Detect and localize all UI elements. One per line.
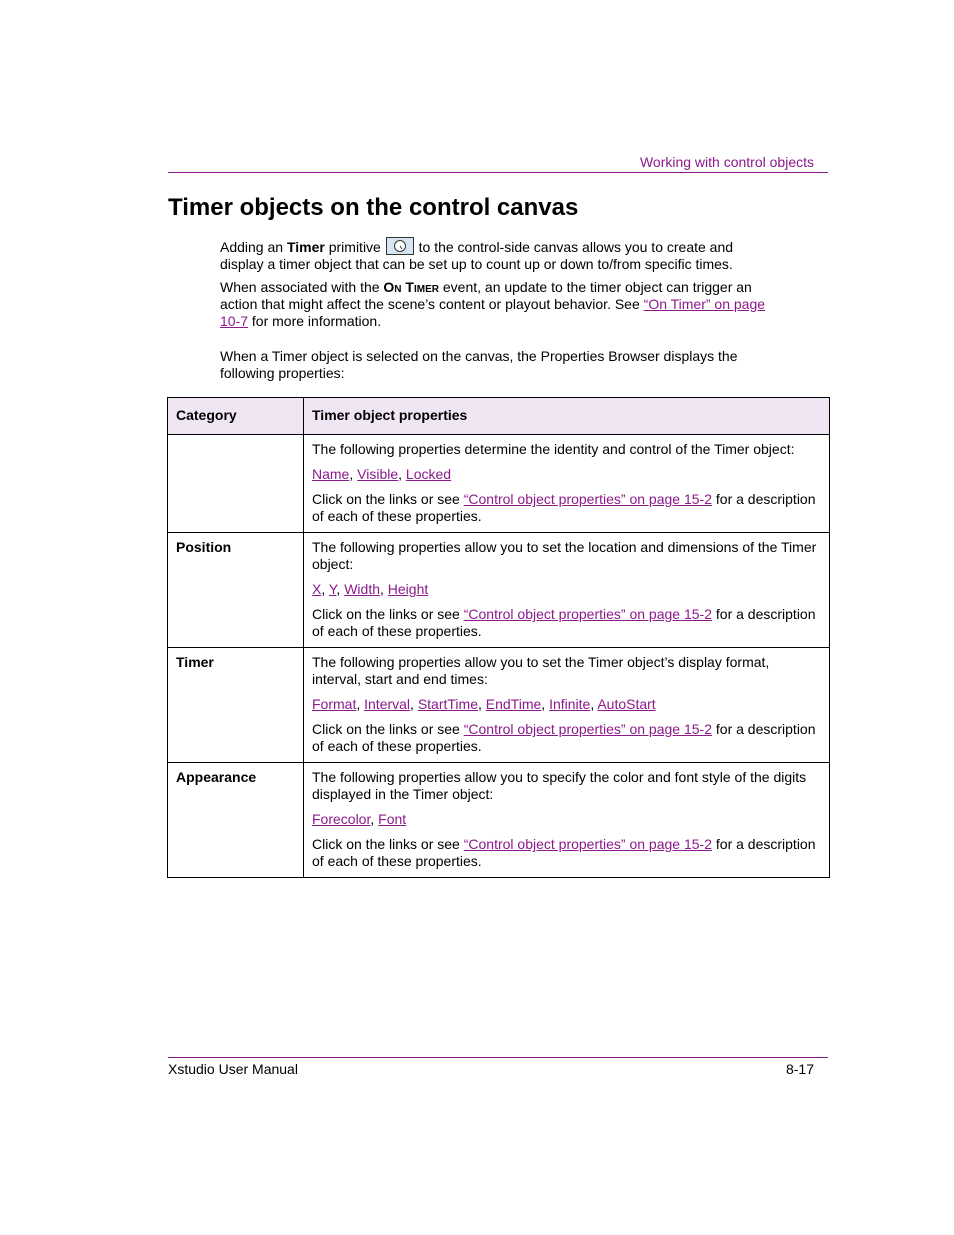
- see-text: for a description of each of these properties.: [312, 721, 816, 754]
- control-object-properties-link[interactable]: “Control object properties” on page 15-2: [463, 491, 712, 507]
- header-rule: [168, 172, 828, 173]
- intro-text: for more information.: [248, 313, 382, 329]
- control-object-properties-link[interactable]: “Control object properties” on page 15-2: [463, 606, 712, 622]
- properties-cell: [304, 533, 830, 648]
- running-header: Working with control objects: [639, 154, 814, 170]
- property-link-name[interactable]: Name: [312, 466, 350, 482]
- property-link-locked[interactable]: Locked: [405, 466, 452, 482]
- see-text: for a description of each of these properties.: [312, 491, 816, 524]
- see-reference: [312, 606, 821, 640]
- row-description: The following properties determine the identity and control of the Timer object:: [312, 441, 795, 457]
- table-header-row: [168, 398, 830, 435]
- property-links: Format, Interval, StartTime, EndTime, Infinite, AutoStart: [312, 696, 656, 712]
- table-row: [168, 435, 830, 533]
- property-link-format[interactable]: Format: [312, 696, 357, 712]
- footer-manual-title: Xstudio User Manual: [168, 1061, 298, 1077]
- category-cell: Timer: [168, 648, 304, 763]
- property-link-autostart[interactable]: AutoStart: [597, 696, 656, 712]
- property-link-x[interactable]: X: [312, 581, 322, 597]
- intro-paragraph-3: When a Timer object is selected on the canvas, the Properties Browser displays the following properties:: [220, 348, 738, 381]
- intro-text: event, an update to the timer object can trigger an action that might affect the scene’s content or playout behavior. See: [220, 279, 752, 312]
- on-timer-event: On Timer: [383, 279, 439, 295]
- see-reference: [312, 721, 821, 755]
- table-row: [168, 533, 830, 648]
- column-header-properties: Timer object properties: [304, 398, 830, 435]
- intro-text: When associated with the: [220, 279, 384, 295]
- table-row: [168, 648, 830, 763]
- properties-table: [167, 397, 830, 878]
- footer-page-number: 8-17: [785, 1061, 814, 1077]
- property-link-forecolor[interactable]: Forecolor: [312, 811, 371, 827]
- intro-text: to the control-side canvas allows you to create and display a timer object that can be set up to count up or down to/from specific times.: [220, 239, 734, 272]
- see-reference: [312, 836, 821, 870]
- timer-icon: [386, 237, 414, 255]
- intro-text: primitive: [324, 239, 385, 255]
- intro-paragraph-1: [220, 237, 780, 273]
- row-description: The following properties allow you to set the location and dimensions of the Timer object:: [312, 539, 817, 572]
- property-link-height[interactable]: Height: [387, 581, 429, 597]
- see-text: Click on the links or see: [312, 721, 464, 737]
- control-object-properties-link[interactable]: “Control object properties” on page 15-2: [463, 836, 712, 852]
- column-header-category: Category: [168, 398, 304, 435]
- property-link-interval[interactable]: Interval: [364, 696, 411, 712]
- property-link-width[interactable]: Width: [344, 581, 380, 597]
- page-title: Timer objects on the control canvas: [168, 194, 579, 221]
- see-text: Click on the links or see: [312, 606, 464, 622]
- timer-term: Timer: [286, 239, 325, 255]
- see-text: Click on the links or see: [312, 836, 464, 852]
- property-link-font[interactable]: Font: [378, 811, 407, 827]
- properties-cell: [304, 763, 830, 878]
- on-timer-link[interactable]: “On Timer” on page 10-7: [220, 296, 766, 329]
- category-cell: [168, 435, 304, 533]
- property-link-infinite[interactable]: Infinite: [549, 696, 591, 712]
- intro-paragraph-2: [220, 279, 780, 330]
- property-links: X, Y, Width, Height: [312, 581, 429, 597]
- see-text: for a description of each of these properties.: [312, 836, 816, 869]
- control-object-properties-link[interactable]: “Control object properties” on page 15-2: [463, 721, 712, 737]
- see-text: for a description of each of these properties.: [312, 606, 816, 639]
- row-description: The following properties allow you to set the Timer object’s display format, interval, start and end times:: [312, 654, 770, 687]
- properties-cell: [304, 648, 830, 763]
- property-link-y[interactable]: Y: [328, 581, 337, 597]
- property-links: Forecolor, Font: [312, 811, 407, 827]
- table-row: [168, 763, 830, 878]
- properties-cell: [304, 435, 830, 533]
- intro-text: Adding an: [220, 239, 287, 255]
- see-text: Click on the links or see: [312, 491, 464, 507]
- category-cell: Position: [168, 533, 304, 648]
- property-link-visible[interactable]: Visible: [357, 466, 399, 482]
- property-link-starttime[interactable]: StartTime: [417, 696, 478, 712]
- footer-rule: [168, 1057, 828, 1058]
- row-description: The following properties allow you to specify the color and font style of the digits displayed in the Timer object:: [312, 769, 807, 802]
- category-cell: Appearance: [168, 763, 304, 878]
- property-link-endtime[interactable]: EndTime: [485, 696, 542, 712]
- see-reference: [312, 491, 821, 525]
- property-links: Name, Visible, Locked: [312, 466, 452, 482]
